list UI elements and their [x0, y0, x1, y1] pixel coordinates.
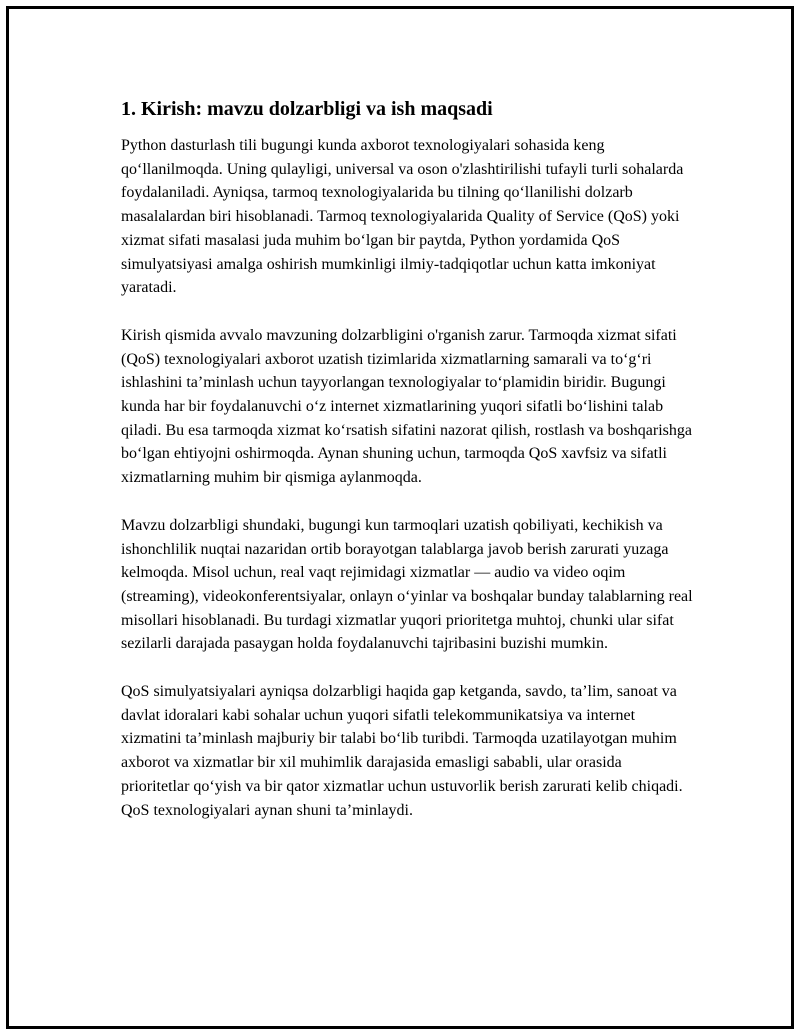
page-frame — [6, 6, 794, 1029]
paragraph-3: Mavzu dolzarbligi shundaki, bugungi kun tarmoqlari uzatish qobiliyati, kechikish va ishonchlilik nuqtai nazaridan ortib borayotgan talablarga javob berish zarurati yuzaga kelmoqda. Misol uchun, real vaqt rejimidagi xizmatlar — audio va video oqim (streaming), videokonferentsiyalar, onlayn o‘yinlar va boshqalar bunday talablarning real misollari hisoblanadi. Bu turdagi xizmatlar yuqori prioritetga muhtoj, chunki ular sifat sezilarli darajada pasaygan holda foydalanuvchi tajribasini buzishi mumkin. — [121, 516, 693, 653]
paragraph-1: Python dasturlash tili bugungi kunda axborot texnologiyalari sohasida keng qo‘llanilmoqda. Uning qulayligi, universal va oson o'zlashtirilishi tufayli turli sohalarda foydalaniladi. Ayniqsa, tarmoq texnologiyalarida bu tilning qo‘llanilishi dolzarb masalalardan biri hisoblanadi. Tarmoq texnologiyalarida Quality of Service (QoS) yoki xizmat sifati masalasi juda muhim bo‘lgan bir paytda, Python yordamida QoS simulyatsiyasi amalga oshirish mumkinligi ilmiy-tadqiqotlar uchun katta imkoniyat yaratadi. — [121, 137, 684, 297]
document-body — [121, 96, 693, 846]
paragraph-2: Kirish qismida avvalo mavzuning dolzarbligini o'rganish zarur. Tarmoqda xizmat sifati (QoS) texnologiyalari axborot uzatish tizimlarida xizmatlarning samarali va to‘g‘ri ishlashini ta’minlash uchun tayyorlangan texnologiyalar to‘plamidin biridir. Bugungi kunda har bir foydalanuvchi o‘z internet xizmatlarining yuqori sifatli bo‘lishini talab qiladi. Bu esa tarmoqda xizmat ko‘rsatish sifatini nazorat qilish, rostlash va boshqarishga bo‘lgan ehtiyojni oshirmoqda. Aynan shuning uchun, tarmoqda QoS xavfsiz va sifatli xizmatlarning muhim bir qismiga aylanmoqda. — [121, 326, 692, 487]
section-heading: 1. Kirish: mavzu dolzarbligi va ish maqsadi — [121, 98, 493, 120]
paragraph-4: QoS simulyatsiyalari ayniqsa dolzarbligi haqida gap ketganda, savdo, ta’lim, sanoat va davlat idoralari kabi sohalar uchun yuqori sifatli telekommunikatsiya va internet xizmatini ta’minlash majburiy bir talabi bo‘lib turibdi. Tarmoqda uzatilayotgan muhim axborot va xizmatlar bir xil muhimlik darajasida emasligi sababli, ular orasida prioritetlar qo‘yish va bir qator xizmatlar uchun ustuvorlik berish zarurati kelib chiqadi. QoS texnologiyalari aynan shuni ta’minlaydi. — [121, 683, 683, 819]
